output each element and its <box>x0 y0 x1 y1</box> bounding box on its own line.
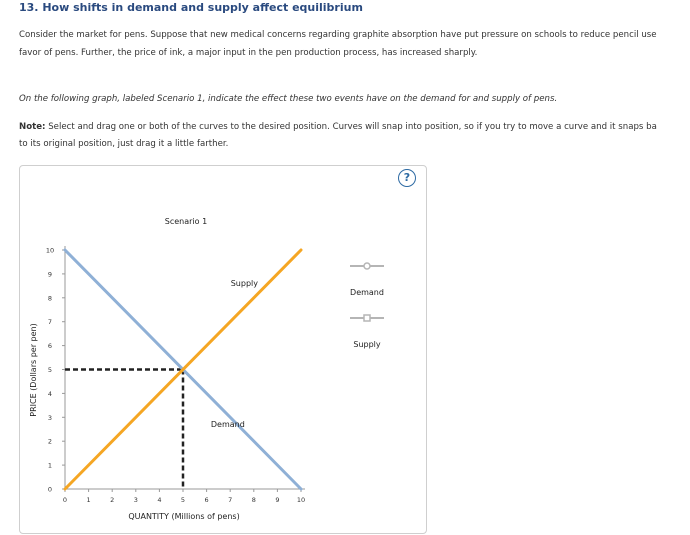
legend-supply-marker[interactable] <box>364 315 370 321</box>
y-tick-label: 0 <box>47 485 53 494</box>
y-axis-label: PRICE (Dollars per pen) <box>29 323 38 417</box>
y-tick-label: 1 <box>47 461 53 470</box>
x-tick-label: 9 <box>275 496 280 504</box>
y-tick-label: 7 <box>47 318 53 327</box>
y-tick-label: 10 <box>45 246 55 255</box>
x-tick-label: 0 <box>62 496 68 504</box>
legend-demand-label: Demand <box>350 288 384 297</box>
x-axis-label: QUANTITY (Millions of pens) <box>128 512 240 521</box>
y-tick-label: 4 <box>47 389 53 398</box>
instruction-text: On the following graph, labeled Scenario 1, indicate the effect these two events have on the demand for and supply of pens. <box>19 94 558 104</box>
y-tick-label: 9 <box>47 270 53 279</box>
x-tick-label: 7 <box>228 496 233 504</box>
x-tick-label: 2 <box>110 496 115 504</box>
x-tick-label: 4 <box>157 496 162 504</box>
question-title: 13. How shifts in demand and supply affect equilibrium <box>19 1 363 14</box>
x-tick-label: 6 <box>204 496 209 504</box>
intro-text-line-1: Consider the market for pens. Suppose that new medical concerns regarding graphite absorption have put pressure on schools to reduce pencil use <box>19 30 657 40</box>
x-tick-label: 8 <box>251 496 256 504</box>
note-line-2: to its original position, just drag it a little farther. <box>19 139 229 149</box>
y-tick-label: 8 <box>47 294 53 303</box>
y-tick-label: 6 <box>47 342 53 351</box>
note-text: Select and drag one or both of the curves to the desired position. Curves will snap into position, so if you try to move a curve and it snaps ba <box>48 122 657 132</box>
intro-text-line-2: favor of pens. Further, the price of ink, a major input in the pen production process, has increased sharply. <box>19 48 478 58</box>
legend-supply-label: Supply <box>353 340 381 349</box>
note-label: Note: <box>19 122 46 132</box>
supply-curve-label: Supply <box>230 278 258 288</box>
x-tick-label: 5 <box>180 496 186 504</box>
x-tick-label: 1 <box>86 496 91 504</box>
help-button[interactable]: ? <box>398 169 416 187</box>
x-tick-label: 10 <box>296 496 306 504</box>
y-tick-label: 3 <box>47 413 53 422</box>
legend-demand-marker[interactable] <box>364 263 370 269</box>
demand-curve-label: Demand <box>210 419 245 429</box>
x-tick-label: 3 <box>133 496 138 504</box>
y-tick-label: 2 <box>47 437 53 446</box>
y-tick-label: 5 <box>47 366 53 374</box>
chart-title: Scenario 1 <box>164 217 208 226</box>
